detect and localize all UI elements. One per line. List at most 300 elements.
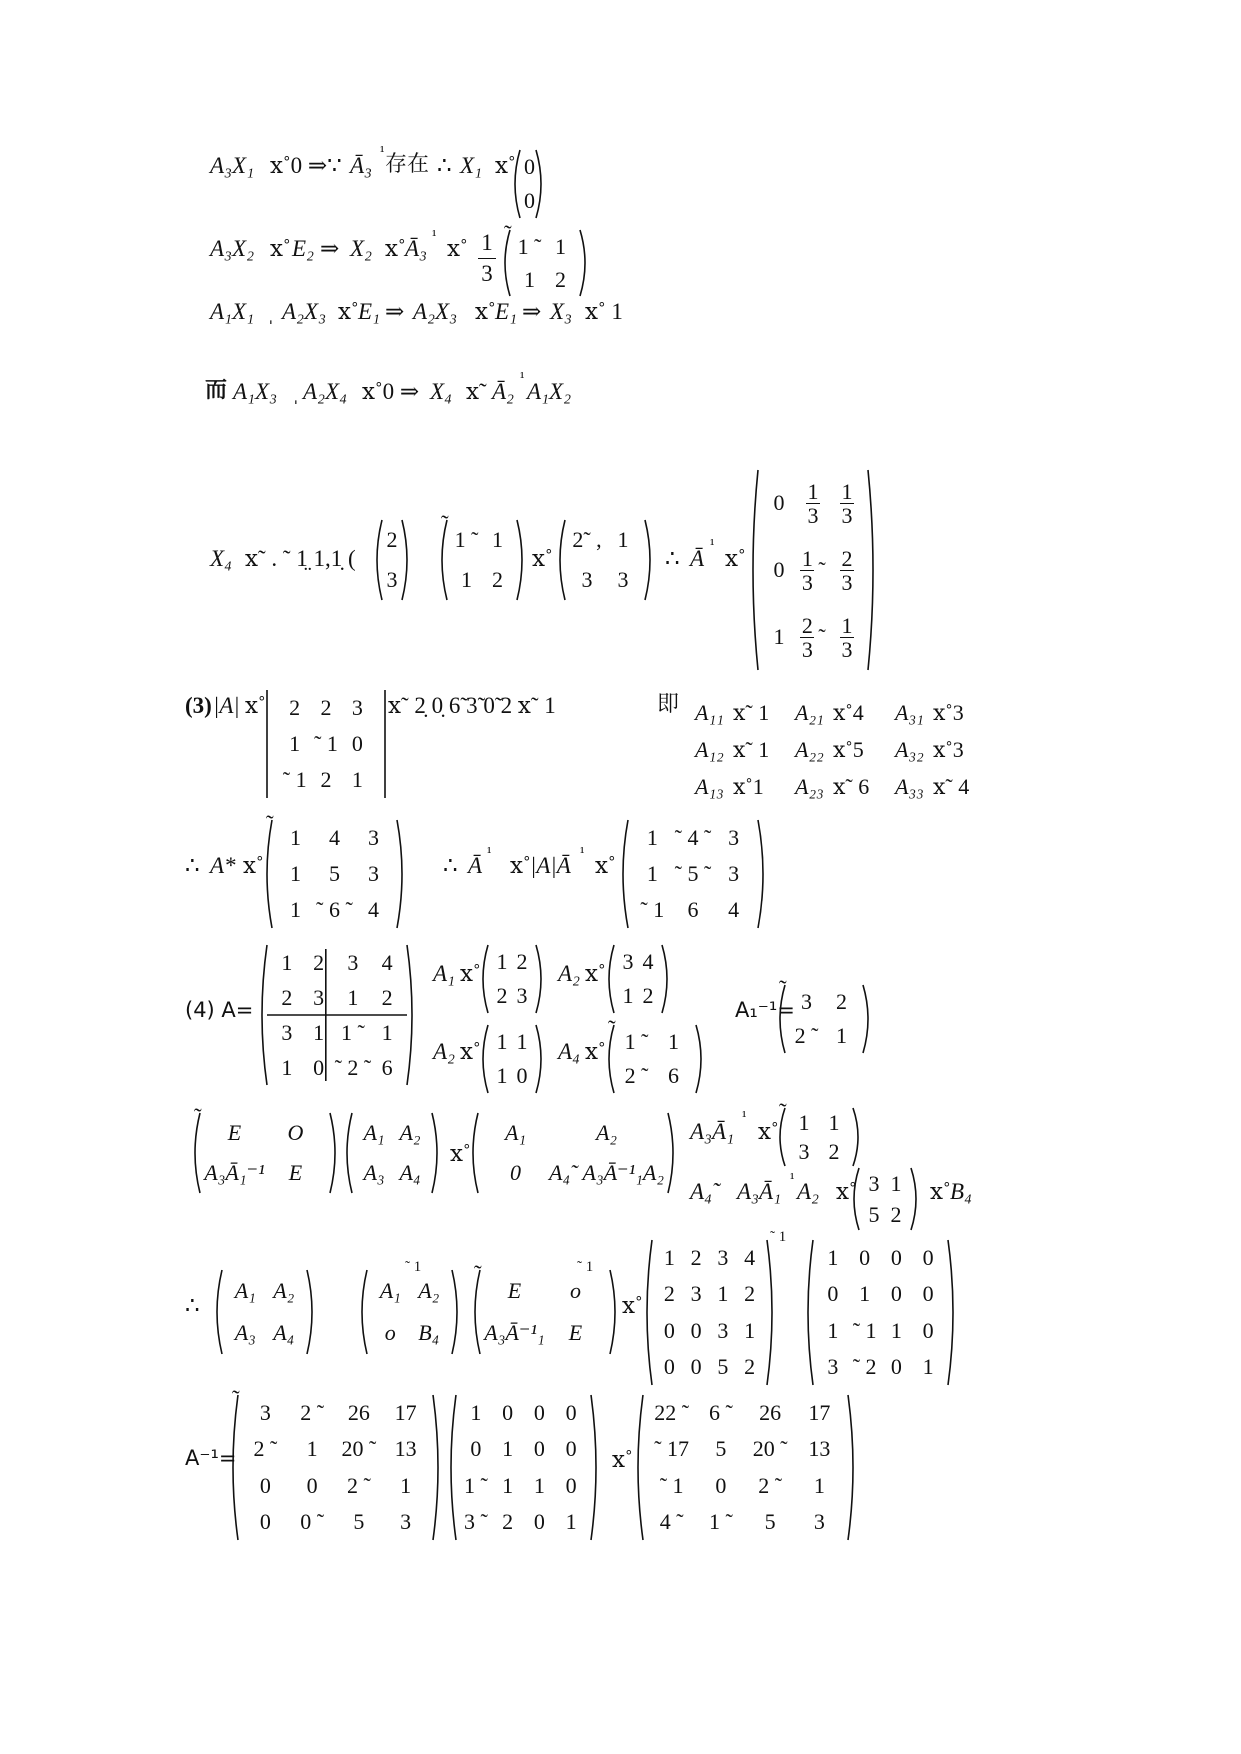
matrix-cell: 1	[347, 984, 359, 1010]
matrix-cell: 0	[890, 1245, 902, 1271]
matrix-cell: ˜ 2	[852, 1353, 877, 1379]
bracket-stroke	[948, 1240, 953, 1385]
matrix-cell: 1	[313, 1019, 325, 1045]
matrix-cell: 4	[329, 825, 340, 850]
matrix-cell: 3	[728, 861, 740, 886]
matrix-cell: 1	[470, 1400, 482, 1426]
matrix-cell: 1	[565, 1508, 577, 1534]
matrix-cell: 2	[496, 983, 508, 1008]
cofactor-label: A₁₂	[695, 736, 724, 762]
formula-text-l10e: ˜ 1	[770, 1229, 787, 1245]
matrix-cell: 2 ˜	[346, 1472, 371, 1498]
formula-text-l5f: ¹	[710, 537, 715, 553]
matrix-mark: ˜	[779, 976, 787, 1001]
formula-text-l8j: A₁⁻¹=	[735, 998, 795, 1022]
matrix-cell: 1	[646, 825, 658, 850]
formula-text-l1d: ¹	[380, 144, 385, 160]
cofactor-table	[695, 695, 995, 805]
matrix-cell: 13	[808, 1436, 831, 1462]
matrix-cell: A₁	[504, 1120, 527, 1145]
formula-text-l3g: A₂X₃	[413, 299, 458, 324]
matrix-m5	[555, 520, 655, 600]
formula-text-l2i: ⅹ˚	[447, 236, 468, 261]
matrix-m9	[618, 820, 768, 928]
matrix-cell: A₃	[234, 1320, 256, 1345]
formula-text-l8b: A₁	[433, 961, 456, 986]
formula-text-l1h: ⅹ˚	[495, 153, 516, 178]
matrix-cell: 1	[381, 1019, 393, 1045]
matrix-cell: ˜ 4 ˜	[674, 825, 712, 850]
formula-text-l2g: Ā₃	[405, 236, 428, 261]
cofactor-value: ⅹ˚4	[833, 700, 864, 726]
formula-text-l3d: ⅹ˚	[338, 299, 359, 324]
fraction-bar	[478, 258, 496, 259]
matrix-cell: 3	[347, 949, 359, 975]
matrix-cell: 2	[836, 989, 847, 1014]
matrix-cell: 1 ˜	[517, 233, 542, 259]
bracket-stroke	[591, 1395, 596, 1540]
matrix-cell: ˜ 1	[852, 1317, 877, 1343]
matrix-cell: 1 3	[807, 479, 819, 529]
matrix-cell: 3	[386, 567, 398, 592]
bracket-stroke	[863, 985, 868, 1053]
formula-text-l1f: ∴	[437, 153, 452, 178]
matrix-cell: 0	[502, 1400, 514, 1426]
matrix-cell: 3	[259, 1400, 271, 1426]
formula-text-l4b: A₁X₃	[233, 379, 278, 404]
bracket-stroke	[347, 1113, 352, 1193]
formula-text-l11a: A⁻¹=	[185, 1446, 237, 1470]
matrix-cell: 0	[259, 1508, 271, 1534]
cofactor-value: ⅹ˜ 4	[933, 773, 970, 799]
matrix-cell: 0	[773, 556, 785, 582]
matrix-cell: 0 ˜	[300, 1508, 325, 1534]
bracket-stroke	[432, 1113, 437, 1193]
bracket-stroke	[517, 520, 522, 600]
cofactor-label: A₃₃	[895, 773, 924, 799]
matrix-cell: 3	[728, 825, 740, 850]
matrix-cell: 1	[744, 1317, 756, 1343]
formula-text-l2e: X₂	[350, 236, 373, 261]
formula-text-l9j: ⅹ˚	[930, 1179, 951, 1204]
cofactor-label: A₃₂	[895, 736, 924, 762]
matrix-cell: 0	[690, 1353, 702, 1379]
matrix-m16	[190, 1104, 340, 1193]
matrix-cell: 1	[496, 1063, 508, 1088]
formula-text-l11b: ⅹ˚	[612, 1447, 633, 1472]
matrix-cell: 0	[827, 1281, 839, 1307]
matrix-cell: 2	[690, 1245, 702, 1271]
matrix-cell: 2 ˜	[794, 1023, 819, 1048]
matrix-cell: 4	[728, 897, 740, 922]
formula-text-l2d: ⇒	[320, 236, 340, 261]
matrix-cell: 0	[890, 1353, 902, 1379]
bracket-stroke	[911, 1168, 916, 1230]
matrix-cell: 0	[259, 1472, 271, 1498]
matrix-cell: 3	[351, 695, 363, 720]
matrix-mark: ˜	[474, 1261, 482, 1286]
matrix-cell: 5	[715, 1436, 727, 1462]
bracket-stroke	[868, 470, 873, 670]
matrix-cell: 0	[524, 188, 535, 213]
matrix-cell: A₄	[273, 1320, 295, 1345]
matrix-cell: 0	[565, 1436, 577, 1462]
matrix-grid	[569, 520, 641, 600]
bracket-stroke	[560, 520, 565, 600]
matrix-cell: 4	[368, 897, 379, 922]
matrix-m8	[262, 811, 407, 928]
matrix-cell: 1 ˜	[708, 1508, 733, 1534]
matrix-cell: 0	[533, 1400, 545, 1426]
matrix-cell: 1 ˜	[624, 1029, 649, 1054]
matrix-cell: ˜ 1	[282, 767, 307, 792]
matrix-cell: 0	[533, 1508, 545, 1534]
matrix-mark: ˜	[504, 221, 512, 246]
matrix-grid	[492, 945, 532, 1013]
matrix-m25	[803, 1240, 958, 1385]
bracket-stroke	[662, 945, 667, 1013]
formula-text-l7g: ⅹ˚	[510, 853, 531, 878]
matrix-cell: ˜ 1	[659, 1472, 684, 1498]
formula-text-l7j: ⅹ˚	[595, 853, 616, 878]
matrix-cell: 1	[306, 1436, 318, 1462]
matrix-cell: 0	[306, 1472, 318, 1498]
matrix-cell: 1	[798, 1109, 810, 1135]
formula-text-l3c: A₂X₃	[282, 299, 327, 324]
matrix-cell: 0	[313, 1054, 325, 1080]
matrix-cell: 3	[717, 1245, 729, 1271]
matrix-cell: E	[227, 1120, 242, 1145]
matrix-grid	[632, 820, 754, 928]
matrix-cell: 1	[400, 1472, 412, 1498]
matrix-cell: 0	[890, 1281, 902, 1307]
matrix-cell: ˜ 6 ˜	[316, 897, 353, 922]
matrix-cell: E	[568, 1320, 583, 1345]
matrix-cell: 0	[690, 1317, 702, 1343]
matrix-cell: 5	[868, 1201, 880, 1227]
matrix-cell: 3	[868, 1170, 880, 1196]
matrix-cell: 26	[347, 1400, 370, 1426]
formula-text-l4c: ˌ	[292, 379, 300, 404]
formula-text-l4j: A₁X₂	[527, 379, 572, 404]
matrix-m13	[478, 1025, 546, 1093]
matrix-cell: 1	[524, 266, 535, 292]
matrix-grid	[356, 1113, 428, 1193]
formula-text-l6c: ⅹ˚	[245, 693, 266, 718]
formula-text-l9f: A₃Ā₁	[737, 1179, 782, 1204]
formula-text-l8g: ⅹ˚	[460, 1039, 481, 1064]
formula-text-l6b: |A|	[213, 693, 240, 718]
matrix-cell: 2	[313, 949, 325, 975]
matrix-cell: 1	[555, 233, 566, 259]
matrix-cell: 26	[759, 1400, 782, 1426]
bracket-stroke	[515, 150, 520, 218]
matrix-cell: 1	[859, 1281, 871, 1307]
matrix-m27	[446, 1395, 601, 1540]
matrix-grid	[647, 1395, 844, 1540]
matrix-cell: 1	[502, 1472, 514, 1498]
matrix-grid	[271, 945, 403, 1085]
matrix-cell: 3	[617, 567, 629, 592]
bracket-stroke	[233, 1395, 238, 1540]
matrix-grid	[789, 985, 859, 1053]
matrix-cell: 1	[617, 527, 629, 552]
bracket-stroke	[483, 945, 488, 1013]
matrix-grid	[524, 150, 535, 218]
matrix-cell: 2	[828, 1138, 840, 1164]
matrix-cell: 1	[663, 1245, 675, 1271]
matrix-m24	[642, 1240, 777, 1385]
matrix-cell: 0	[516, 1063, 528, 1088]
bracket-stroke	[451, 1395, 456, 1540]
matrix-cell: 1	[827, 1317, 839, 1343]
formula-text-l5e: Ā	[690, 546, 705, 571]
matrix-cell: 2 ˜	[758, 1472, 783, 1498]
matrix-cell: 1	[289, 731, 301, 756]
bracket-stroke	[217, 1270, 222, 1354]
matrix-grid	[863, 1168, 907, 1230]
matrix-grid	[656, 1240, 763, 1385]
matrix-cell: 2	[555, 266, 566, 292]
formula-text-l2a: A₃X₂	[210, 236, 255, 261]
matrix-cell: 1	[461, 567, 472, 592]
matrix-cell: 20 ˜	[341, 1436, 377, 1462]
formula-text-l3f: ⇒	[385, 299, 405, 324]
cofactor-value: ⅹ˜ 1	[733, 700, 770, 726]
matrix-cell: A₂	[273, 1278, 295, 1303]
matrix-cell: 1	[890, 1170, 902, 1196]
fraction-denominator: 3	[481, 261, 493, 286]
matrix-cell: 2	[492, 567, 503, 592]
matrix-m14	[604, 1016, 706, 1093]
matrix-cell: 3	[368, 825, 379, 850]
matrix-m20	[849, 1168, 921, 1230]
matrix-cell: 1	[813, 1472, 825, 1498]
formula-text-l10a: ∴	[185, 1293, 200, 1318]
matrix-cell: 3	[581, 567, 593, 592]
formula-text-l3h: ⅹ˚	[475, 299, 496, 324]
cofactor-value: ⅹ˚3	[933, 736, 964, 762]
formula-text-l7d: ∴	[443, 853, 458, 878]
formula-text-l3j: ⇒	[522, 299, 542, 324]
formula-text-l4g: ⅹ˜	[466, 379, 487, 404]
matrix-cell: B₄	[418, 1320, 440, 1345]
bracket-stroke	[362, 1270, 367, 1354]
bracket-stroke	[267, 820, 272, 928]
matrix-grid	[226, 1270, 303, 1354]
bracket-stroke	[262, 945, 267, 1085]
matrix-cell: 0	[663, 1353, 675, 1379]
matrix-cell: 1	[502, 1436, 514, 1462]
cofactor-value: ⅹ˚5	[833, 736, 864, 762]
matrix-cell: 1	[496, 1029, 508, 1054]
bracket-stroke	[753, 470, 758, 670]
formula-text-l2c: E₂	[292, 236, 315, 261]
matrix-cell: A₄˜ A₃Ā⁻¹₁A₂	[549, 1160, 664, 1185]
matrix-cell: 2	[516, 949, 528, 974]
matrix-cell: 17	[394, 1400, 417, 1426]
formula-text-l5g: ⅹ˚	[725, 546, 746, 571]
matrix-cell: 3	[368, 861, 379, 886]
matrix-m2	[500, 221, 590, 296]
matrix-cell: 0	[663, 1317, 675, 1343]
fraction-numerator: 1	[481, 230, 493, 255]
formula-text-l8a: (4) A=	[185, 998, 254, 1022]
formula-text-l3b: ˌ	[267, 299, 275, 324]
matrix-cell: 2	[320, 767, 332, 792]
matrix-cell: 22 ˜	[654, 1400, 690, 1426]
matrix-grid	[242, 1395, 429, 1540]
bracket-stroke	[407, 945, 412, 1085]
matrix-cell: ˜ 5 ˜	[674, 861, 712, 886]
matrix-cell: 2	[320, 695, 332, 720]
matrix-cell: 3	[801, 989, 812, 1014]
bracket-stroke	[580, 230, 585, 296]
matrix-cell: 0	[922, 1245, 934, 1271]
matrix-cell: 3	[281, 1019, 293, 1045]
bracket-stroke	[402, 520, 407, 600]
matrix-cell: 0	[351, 731, 363, 756]
matrix-m21	[212, 1270, 317, 1354]
formula-text-l4a: 而	[205, 378, 228, 403]
bracket-stroke	[330, 1113, 335, 1193]
matrix-cell: 2	[502, 1508, 514, 1534]
bracket-stroke	[377, 520, 382, 600]
formula-text-l2f: ⅹ˚	[385, 236, 406, 261]
matrix-m18	[468, 1113, 678, 1193]
bracket-stroke	[452, 1270, 457, 1354]
matrix-cell: 3	[622, 949, 634, 974]
matrix-cell: 2 ˜	[624, 1063, 649, 1088]
cofactor-label: A₁₁	[695, 700, 724, 726]
matrix-cell: 1	[668, 1029, 679, 1054]
matrix-cell: 13	[394, 1436, 417, 1462]
matrix-grid	[204, 1113, 326, 1193]
matrix-cell: 3	[813, 1508, 825, 1534]
formula-text-l3l: ⅹ˚ 1	[585, 299, 623, 324]
formula-text-l5c: ⅹ˚	[532, 546, 553, 571]
bracket-stroke	[473, 1113, 478, 1193]
matrix-m26	[228, 1386, 443, 1540]
matrix-cell: o	[384, 1320, 396, 1345]
matrix-cell: 2	[381, 984, 393, 1010]
formula-text-l9g: ¹	[790, 1171, 795, 1187]
matrix-cell: 2	[281, 984, 293, 1010]
matrix-mark: ˜	[266, 811, 274, 836]
matrix-cell: A₂	[418, 1278, 440, 1303]
formula-text-l4d: A₂X₄	[303, 379, 348, 404]
bracket-stroke	[536, 945, 541, 1013]
matrix-cell: 4 ˜	[659, 1508, 684, 1534]
cofactor-label: A₃₁	[895, 700, 924, 726]
matrix-cell: 3	[690, 1281, 702, 1307]
matrix-cell: A₁	[379, 1278, 401, 1303]
matrix-cell: 4	[744, 1245, 756, 1271]
matrix-cell: 1 ˜	[340, 1019, 365, 1045]
matrix-cell: 1	[922, 1353, 934, 1379]
matrix-cell: 1	[717, 1281, 729, 1307]
matrix-cell: 0	[470, 1436, 482, 1462]
matrix-cell: 17	[808, 1400, 831, 1426]
matrix-cell: A₁	[234, 1278, 256, 1303]
matrix-cell: 3	[827, 1353, 839, 1379]
formula-text-l2h: ¹	[432, 228, 437, 244]
matrix-cell: 2	[642, 983, 654, 1008]
matrix-cell: 1	[827, 1245, 839, 1271]
formula-text-l3e: E₁	[358, 299, 381, 324]
cofactor-label: A₁₃	[695, 773, 724, 799]
formula-text-l7b: A*	[210, 853, 236, 878]
matrix-cell: 5	[717, 1353, 729, 1379]
matrix-cell: 2 3 ˜	[801, 612, 826, 662]
matrix-cell: A₃Ā⁻¹₁	[484, 1320, 545, 1345]
formula-text-l7c: ⅹ˚	[243, 853, 264, 878]
matrix-grid	[279, 690, 373, 798]
formula-text-l5b: ⅹ˜ . ˜ 1̤ 1,1̣ (	[245, 546, 356, 571]
matrix-cell: o	[570, 1278, 581, 1303]
matrix-cell: 1 3	[841, 612, 853, 662]
matrix-mark: ˜	[194, 1104, 202, 1129]
bracket-stroke	[307, 1270, 312, 1354]
matrix-cell: 0	[715, 1472, 727, 1498]
matrix-grid	[386, 520, 398, 600]
matrix-m17	[342, 1113, 442, 1193]
matrix-mark: ˜	[779, 1099, 787, 1124]
matrix-cell: A₄	[399, 1160, 421, 1185]
matrix-cell: 2	[663, 1281, 675, 1307]
formula-text-l1b: ⅹ˚0 ⇒∵	[270, 153, 342, 178]
matrix-m28	[633, 1395, 858, 1540]
fraction-f1	[478, 230, 496, 287]
formula-text-l4h: Ā₂	[492, 379, 515, 404]
matrix-cell: 1	[281, 949, 293, 975]
formula-text-l3a: A₁X₁	[210, 299, 255, 324]
matrix-cell: 0	[922, 1317, 934, 1343]
formula-text-l2b: ⅹ˚	[270, 236, 291, 261]
bracket-stroke	[609, 945, 614, 1013]
matrix-m3	[372, 520, 412, 600]
matrix-cell: 0	[859, 1245, 871, 1271]
matrix-grid	[276, 820, 393, 928]
matrix-cell: ˜ 17	[654, 1436, 690, 1462]
matrix-m12	[604, 945, 672, 1013]
matrix-cell: A₁	[363, 1120, 385, 1145]
matrix-cell: 3	[516, 983, 528, 1008]
cofactor-label: A₂₃	[795, 773, 824, 799]
cofactor-label: A₂₁	[795, 700, 824, 726]
matrix-cell: 2	[386, 527, 398, 552]
matrix-cell: 2	[289, 695, 301, 720]
formula-text-l3i: E₁	[495, 299, 518, 324]
bracket-stroke	[645, 520, 650, 600]
bracket-stroke	[696, 1025, 701, 1093]
formula-text-l6a: (3)	[185, 693, 212, 718]
matrix-cell: ˜ 1	[314, 731, 338, 756]
formula-text-l6d: ⅹ˜ 2̣ 0̣ 6̃ 3̃ 0̃ 2 ⅹ˜ 1	[388, 693, 556, 718]
bracket-stroke	[536, 150, 541, 218]
matrix-grid	[371, 1270, 448, 1354]
matrix-mark: ˜	[608, 1016, 616, 1041]
matrix-grid	[460, 1395, 587, 1540]
matrix-cell: 3	[798, 1138, 810, 1164]
matrix-grid	[514, 230, 576, 296]
matrix-cell: 1 3 ˜	[801, 545, 826, 595]
bracket-stroke	[854, 1168, 859, 1230]
bracket-stroke	[610, 1270, 615, 1354]
cofactor-label: A₂₂	[795, 736, 824, 762]
bracket-stroke	[433, 1395, 438, 1540]
matrix-cell: 1	[516, 1029, 528, 1054]
